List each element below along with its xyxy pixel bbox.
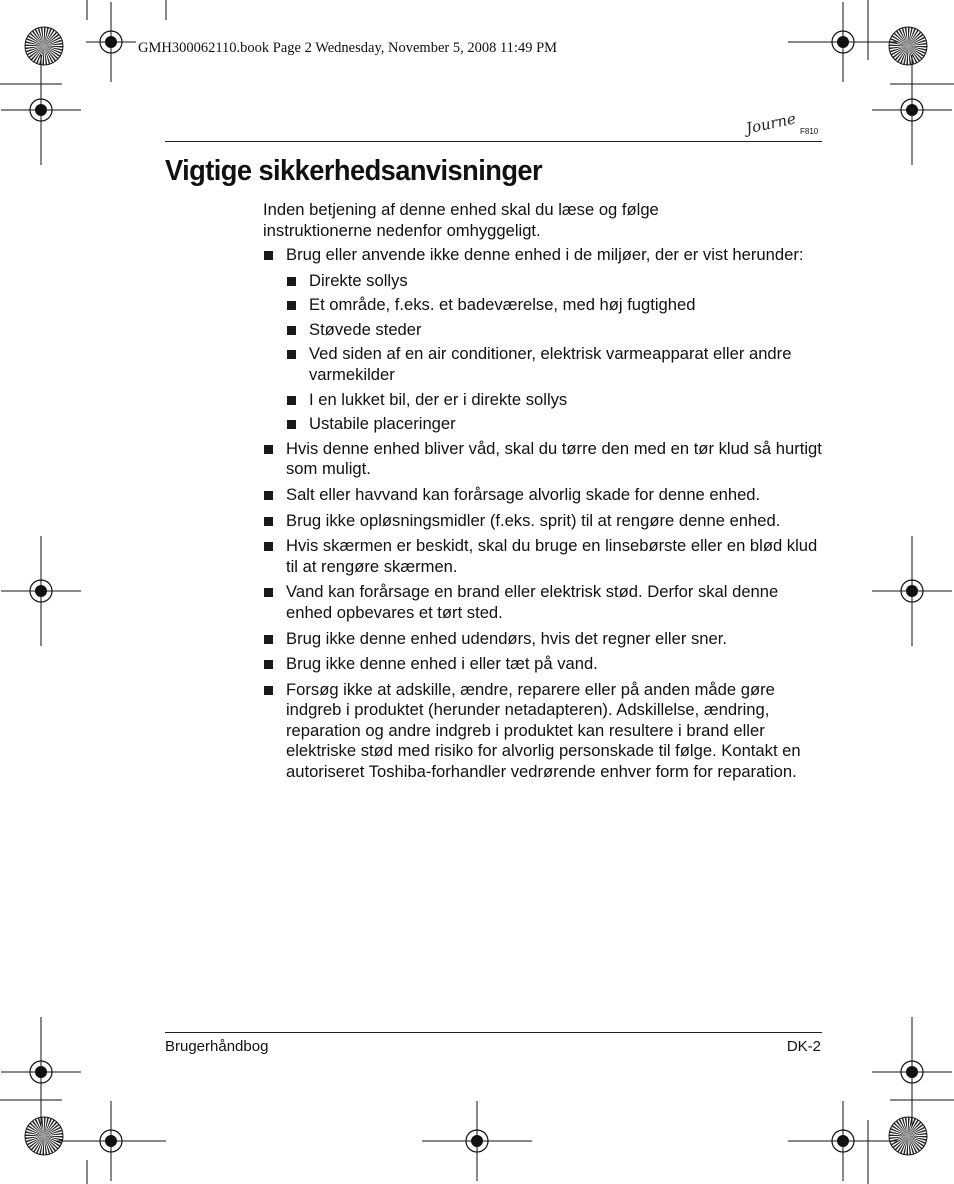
list-item: Hvis denne enhed bliver våd, skal du tørre den med en tør klud så hurtigt som muligt. bbox=[263, 439, 823, 480]
bullet-square-icon bbox=[264, 542, 273, 551]
safety-list bbox=[263, 245, 823, 788]
bullet-square-icon bbox=[264, 686, 273, 695]
bullet-square-icon bbox=[264, 517, 273, 526]
environment-sublist bbox=[286, 271, 823, 435]
bullet-square-icon bbox=[287, 350, 296, 359]
print-slug: GMH300062110.book Page 2 Wednesday, November 5, 2008 11:49 PM bbox=[138, 40, 558, 56]
sublist-item: Ved siden af en air conditioner, elektrisk varmeapparat eller andre varmekilder bbox=[286, 344, 809, 385]
bullet-square-icon bbox=[264, 445, 273, 454]
sublist-item: Direkte sollys bbox=[286, 271, 823, 292]
header-rule bbox=[165, 141, 822, 142]
bullet-square-icon bbox=[287, 301, 296, 310]
list-item: Hvis skærmen er beskidt, skal du bruge en linsebørste eller en blød klud til at rengøre skærmen. bbox=[263, 536, 831, 577]
list-item: Salt eller havvand kan forårsage alvorlig skade for denne enhed. bbox=[263, 485, 823, 506]
model-label: F810 bbox=[800, 127, 819, 136]
bullet-square-icon bbox=[287, 326, 296, 335]
bullet-square-icon bbox=[264, 588, 273, 597]
footer-rule bbox=[165, 1032, 822, 1033]
sublist-item: I en lukket bil, der er i direkte sollys bbox=[286, 390, 823, 411]
footer-page-number: DK-2 bbox=[786, 1038, 821, 1055]
page-title: Vigtige sikkerhedsanvisninger bbox=[165, 155, 543, 187]
list-item: Brug ikke denne enhed udendørs, hvis det regner eller sner. bbox=[263, 629, 823, 650]
journe-logo bbox=[744, 106, 806, 140]
intro-paragraph: Inden betjening af denne enhed skal du læse og følge instruktionerne nedenfor omhyggeligt. bbox=[263, 200, 659, 240]
bullet-square-icon bbox=[264, 491, 273, 500]
bullet-square-icon bbox=[287, 396, 296, 405]
sublist-item: Ustabile placeringer bbox=[286, 414, 823, 435]
svg-text:Journe: Journe bbox=[744, 109, 798, 138]
list-item: Brug ikke denne enhed i eller tæt på vand. bbox=[263, 654, 823, 675]
bullet-square-icon bbox=[287, 277, 296, 286]
sublist-item: Støvede steder bbox=[286, 320, 823, 341]
footer-manual-name: Brugerhåndbog bbox=[165, 1038, 269, 1055]
bullet-square-icon bbox=[264, 251, 273, 260]
list-item: Forsøg ikke at adskille, ændre, reparere eller på anden måde gøre indgreb i produktet (herunder netadapteren). Adskillelse, ændring, reparation og andre indgreb i produktet kan resultere i brand eller elektriske stød med risiko for alvorlig personskade til følge. Kontakt en autoriseret Toshiba-forhandler vedrørende enhver form for reparation. bbox=[263, 680, 823, 783]
list-item: Brug eller anvende ikke denne enhed i de miljøer, der er vist herunder: Direkte sollys Et område, f.eks. et badeværelse, med høj fugtighed Støvede steder Ved siden af en air conditioner, elektrisk varmeapparat eller andre varmekilder I en lukket bil, der er i direkte sollys Ustabile placeringer bbox=[263, 245, 823, 435]
bullet-square-icon bbox=[264, 660, 273, 669]
list-item: Brug ikke opløsningsmidler (f.eks. sprit) til at rengøre denne enhed. bbox=[263, 511, 806, 532]
bullet-square-icon bbox=[264, 635, 273, 644]
list-item: Vand kan forårsage en brand eller elektrisk stød. Derfor skal denne enhed opbevares et tørt sted. bbox=[263, 582, 816, 623]
sublist-item: Et område, f.eks. et badeværelse, med høj fugtighed bbox=[286, 295, 823, 316]
bullet-square-icon bbox=[287, 420, 296, 429]
